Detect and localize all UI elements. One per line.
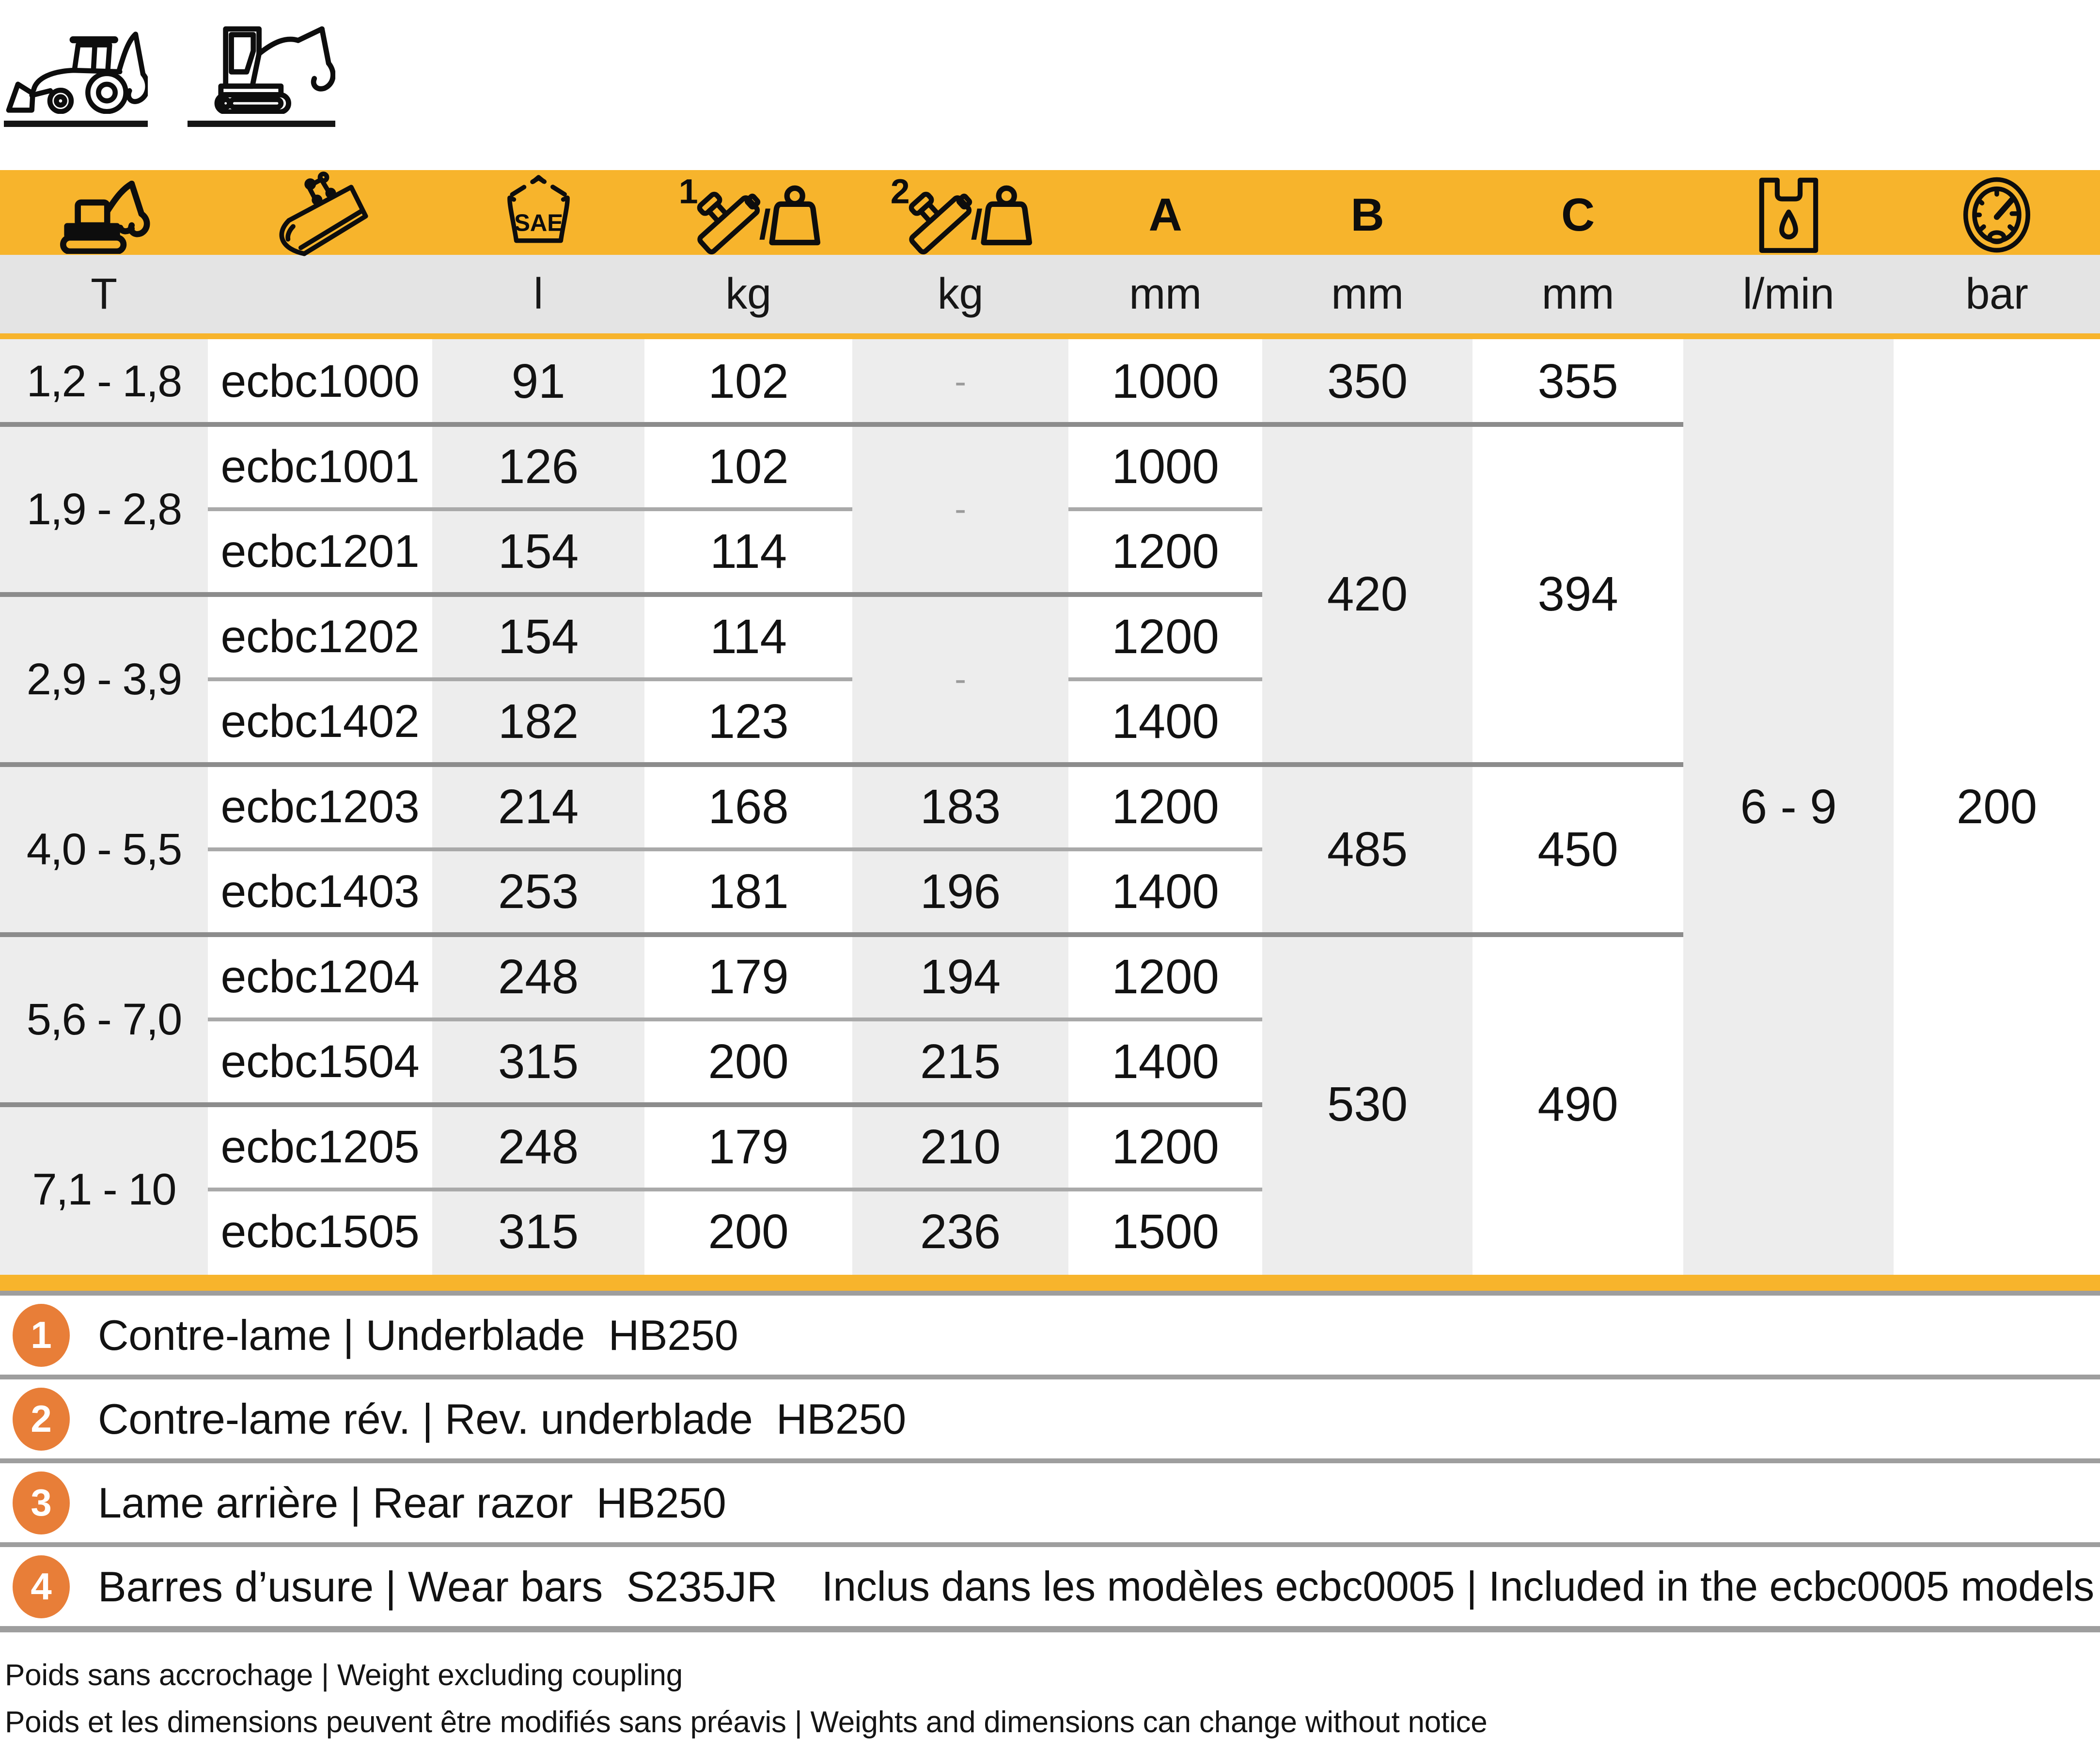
cell-weight1: 168 xyxy=(708,779,789,834)
cell-t-range: 4,0 - 5,5 xyxy=(26,824,182,874)
unit-kg-2: kg xyxy=(937,269,984,318)
cell-weight1: 200 xyxy=(708,1034,789,1089)
cell-weight1: 179 xyxy=(708,949,789,1004)
unit-mm-b: mm xyxy=(1331,269,1404,318)
row-separator xyxy=(0,932,1683,937)
cell-a-mm: 1000 xyxy=(1112,439,1219,494)
cell-weight2: 215 xyxy=(920,1034,1001,1089)
cell-t-range: 7,1 - 10 xyxy=(32,1164,176,1214)
footnotes xyxy=(0,1291,2100,1632)
excavator-weight-class-icon xyxy=(0,170,208,260)
cell-volume: 154 xyxy=(498,524,579,579)
note-4-label: Barres d’usure | Wear bars S235JR xyxy=(98,1562,778,1611)
row-separator xyxy=(208,1188,1262,1191)
row-separator xyxy=(0,1102,1262,1107)
cell-weight1: 102 xyxy=(708,354,789,409)
cell-volume: 315 xyxy=(498,1034,579,1089)
cell-weight1: 123 xyxy=(708,694,789,749)
cell-model: ecbc1403 xyxy=(220,866,420,918)
cell-weight1: 181 xyxy=(708,864,789,919)
column-b-header: B xyxy=(1350,188,1384,241)
table-header-row xyxy=(0,170,2100,255)
spec-table xyxy=(0,170,2100,1293)
cell-model: ecbc1201 xyxy=(220,526,420,578)
units-row xyxy=(0,255,2100,333)
blade2-number: 2 xyxy=(890,175,910,211)
cell-model: ecbc1000 xyxy=(220,356,420,407)
note-row xyxy=(0,1463,2100,1542)
footer-disclaimers xyxy=(5,1645,2095,1739)
cell-a-mm: 1400 xyxy=(1112,864,1219,919)
cell-weight1: 179 xyxy=(708,1119,789,1174)
note-row xyxy=(0,1296,2100,1375)
cell-a-mm: 1500 xyxy=(1112,1205,1219,1259)
cell-a-mm: 1200 xyxy=(1112,949,1219,1004)
cell-t-range: 1,9 - 2,8 xyxy=(26,484,182,534)
cell-model: ecbc1402 xyxy=(220,696,420,748)
machine-type-tabs xyxy=(4,19,335,127)
cell-model: ecbc1204 xyxy=(220,951,420,1002)
cell-volume: 126 xyxy=(498,439,579,494)
cell-weight1: 114 xyxy=(710,609,787,664)
note-1-badge: 1 xyxy=(13,1304,70,1367)
accent-divider xyxy=(0,333,2100,339)
cell-t-range: 5,6 - 7,0 xyxy=(26,994,182,1044)
row-separator xyxy=(208,847,1262,851)
cell-volume: 214 xyxy=(498,779,579,834)
sae-capacity-icon xyxy=(432,170,644,260)
cell-weight2: - xyxy=(955,362,966,401)
unit-kg-1: kg xyxy=(725,269,771,318)
mini-excavator-tab xyxy=(188,19,335,127)
note-1-label: Contre-lame | Underblade HB250 xyxy=(98,1311,738,1359)
cell-model: ecbc1202 xyxy=(220,610,420,662)
cell-flow: 6 - 9 xyxy=(1740,779,1837,834)
note-4-badge: 4 xyxy=(13,1555,70,1618)
weight-underblade-2-icon xyxy=(852,170,1068,260)
row-separator xyxy=(208,507,852,511)
cell-a-mm: 1400 xyxy=(1112,694,1219,749)
note-divider xyxy=(0,1291,2100,1296)
unit-model xyxy=(208,255,432,333)
tab-underline xyxy=(4,121,148,127)
cell-b-mm: 485 xyxy=(1327,822,1408,876)
blade1-number: 1 xyxy=(678,175,698,211)
cell-t-range: 1,2 - 1,8 xyxy=(26,357,182,407)
cell-c-mm: 490 xyxy=(1537,1077,1618,1131)
cell-model: ecbc1001 xyxy=(220,440,420,492)
cell-model: ecbc1203 xyxy=(220,781,420,832)
cell-volume: 91 xyxy=(511,354,565,409)
ditch-cleaning-bucket-icon xyxy=(208,170,432,260)
cell-weight1: 114 xyxy=(710,524,787,579)
note-row xyxy=(0,1379,2100,1458)
cell-a-mm: 1200 xyxy=(1112,524,1219,579)
blade2-slash: / xyxy=(971,201,983,248)
unit-lmin: l/min xyxy=(1742,269,1834,318)
note-3-label: Lame arrière | Rear razor HB250 xyxy=(98,1478,726,1527)
table-body xyxy=(0,339,2100,1275)
cell-volume: 182 xyxy=(498,694,579,749)
cell-model: ecbc1504 xyxy=(220,1036,420,1088)
cell-a-mm: 1000 xyxy=(1112,354,1219,409)
unit-tonnage: T xyxy=(91,269,117,318)
cell-model: ecbc1505 xyxy=(220,1206,420,1258)
cell-b-mm: 420 xyxy=(1327,567,1408,621)
cell-model: ecbc1205 xyxy=(220,1121,420,1173)
row-separator xyxy=(208,677,852,681)
cell-weight2: 236 xyxy=(920,1205,1001,1259)
row-separator xyxy=(1068,507,1262,511)
weight-underblade-1-icon xyxy=(644,170,852,260)
unit-mm-a: mm xyxy=(1129,269,1202,318)
cell-t-range: 2,9 - 3,9 xyxy=(26,654,182,704)
note-row xyxy=(0,1547,2100,1626)
cell-b-mm: 530 xyxy=(1327,1077,1408,1131)
cell-a-mm: 1400 xyxy=(1112,1034,1219,1089)
cell-c-mm: 394 xyxy=(1537,567,1618,621)
cell-volume: 315 xyxy=(498,1205,579,1259)
cell-volume: 248 xyxy=(498,1119,579,1174)
note-4-included-text: Inclus dans les modèles ecbc0005 | Included in the ecbc0005 models xyxy=(821,1563,2094,1610)
cell-weight1: 102 xyxy=(708,439,789,494)
column-c-header: C xyxy=(1561,188,1595,241)
cell-volume: 248 xyxy=(498,949,579,1004)
row-separator xyxy=(208,1017,1262,1021)
cell-pressure: 200 xyxy=(1956,779,2037,834)
oil-flow-icon xyxy=(1683,170,1894,260)
row-separator xyxy=(1068,677,1262,681)
cell-b-mm: 350 xyxy=(1327,354,1408,409)
cell-weight2: 196 xyxy=(920,864,1001,919)
sae-label: SAE xyxy=(514,209,563,236)
note-divider xyxy=(0,1626,2100,1632)
note-divider xyxy=(0,1542,2100,1547)
cell-a-mm: 1200 xyxy=(1112,1119,1219,1174)
backhoe-loader-tab xyxy=(4,19,148,127)
cell-c-mm: 450 xyxy=(1537,822,1618,876)
cell-weight2: - xyxy=(955,490,966,529)
cell-weight1: 200 xyxy=(708,1205,789,1259)
tab-underline xyxy=(188,121,335,127)
row-separator xyxy=(0,422,1683,427)
change-disclaimer: Poids et les dimensions peuvent être modifiés sans préavis | Weights and dimensions can change without notice xyxy=(5,1706,1488,1739)
note-2-label: Contre-lame rév. | Rev. underblade HB250 xyxy=(98,1394,906,1443)
cell-weight2: 183 xyxy=(920,779,1001,834)
mini-excavator-icon xyxy=(188,19,335,114)
column-a-header: A xyxy=(1148,188,1182,241)
cell-c-mm: 355 xyxy=(1537,354,1618,409)
note-2-badge: 2 xyxy=(13,1388,70,1451)
backhoe-loader-icon xyxy=(4,19,148,114)
cell-weight2: 194 xyxy=(920,949,1001,1004)
unit-bar: bar xyxy=(1965,269,2028,318)
blade1-slash: / xyxy=(759,201,771,248)
weight-disclaimer: Poids sans accrochage | Weight excluding coupling xyxy=(5,1659,683,1692)
note-divider xyxy=(0,1375,2100,1379)
cell-volume: 154 xyxy=(498,609,579,664)
row-separator xyxy=(0,762,1683,767)
cell-weight2: 210 xyxy=(920,1119,1001,1174)
pressure-gauge-icon xyxy=(1894,170,2100,260)
cell-volume: 253 xyxy=(498,864,579,919)
note-divider xyxy=(0,1458,2100,1463)
note-3-badge: 3 xyxy=(13,1471,70,1534)
cell-weight2: - xyxy=(955,660,966,699)
row-separator xyxy=(0,592,1262,597)
cell-a-mm: 1200 xyxy=(1112,609,1219,664)
cell-a-mm: 1200 xyxy=(1112,779,1219,834)
unit-mm-c: mm xyxy=(1541,269,1614,318)
unit-litres: l xyxy=(533,269,543,318)
